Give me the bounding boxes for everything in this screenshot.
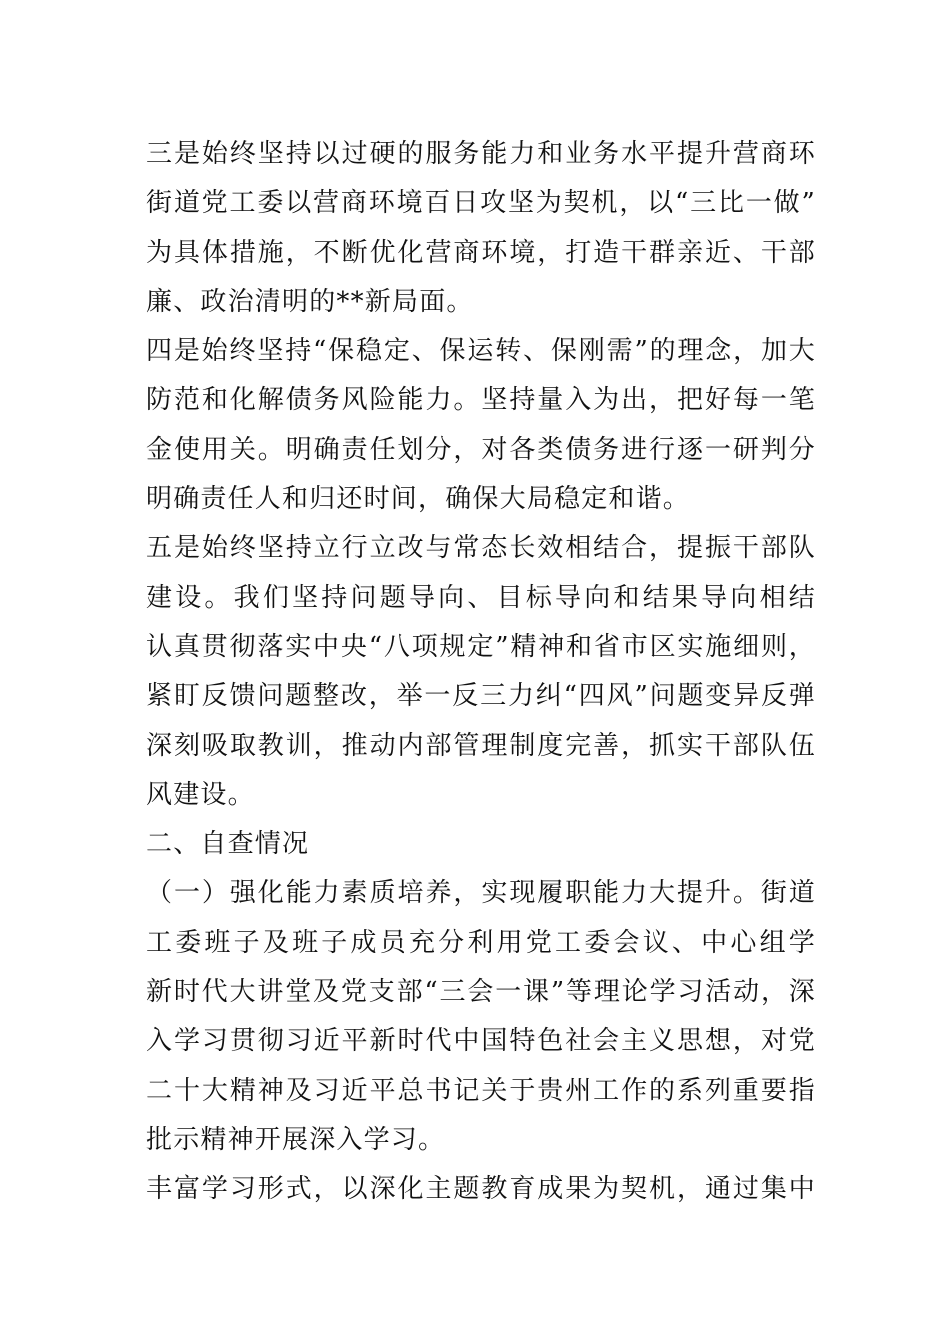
text-line: 四是始终坚持“保稳定、保运转、保刚需”的理念，加大 (146, 336, 816, 367)
text-line: 批示精神开展深入学习。 (146, 1124, 446, 1155)
document-body (146, 130, 816, 1215)
text-line: 金使用关。明确责任划分，对各类债务进行逐一研判分 (146, 434, 816, 465)
text-line: 工委班子及班子成员充分利用党工委会议、中心组学 (146, 927, 816, 958)
text-line: 为具体措施，不断优化营商环境，打造干群亲近、干部 (146, 237, 816, 268)
text-line: （一）强化能力素质培养，实现履职能力大提升。街道 (146, 878, 816, 909)
text-line: 风建设。 (146, 779, 255, 810)
text-line: 紧盯反馈问题整改，举一反三力纠“四风”问题变异反弹 (146, 681, 816, 712)
text-line: 建设。我们坚持问题导向、目标导向和结果导向相结 (146, 582, 816, 613)
section-heading: 二、自查情况 (146, 829, 310, 860)
text-line: 丰富学习形式，以深化主题教育成果为契机，通过集中 (146, 1174, 816, 1205)
text-line: 防范和化解债务风险能力。坚持量入为出，把好每一笔 (146, 385, 816, 416)
text-line: 深刻吸取教训，推动内部管理制度完善，抓实干部队伍 (146, 730, 816, 761)
text-line: 新时代大讲堂及党支部“三会一课”等理论学习活动，深 (146, 977, 816, 1008)
text-line: 廉、政治清明的**新局面。 (146, 286, 474, 317)
text-line: 认真贯彻落实中央“八项规定”精神和省市区实施细则， (146, 631, 816, 662)
text-line: 五是始终坚持立行立改与常态长效相结合，提振干部队 (146, 533, 816, 564)
text-line: 明确责任人和归还时间，确保大局稳定和谐。 (146, 484, 691, 515)
text-line: 二十大精神及习近平总书记关于贵州工作的系列重要指 (146, 1075, 816, 1106)
text-line: 街道党工委以营商环境百日攻坚为契机，以“三比一做” (146, 188, 816, 219)
text-line: 三是始终坚持以过硬的服务能力和业务水平提升营商环 (146, 139, 816, 169)
text-line: 入学习贯彻习近平新时代中国特色社会主义思想，对党 (146, 1026, 816, 1057)
